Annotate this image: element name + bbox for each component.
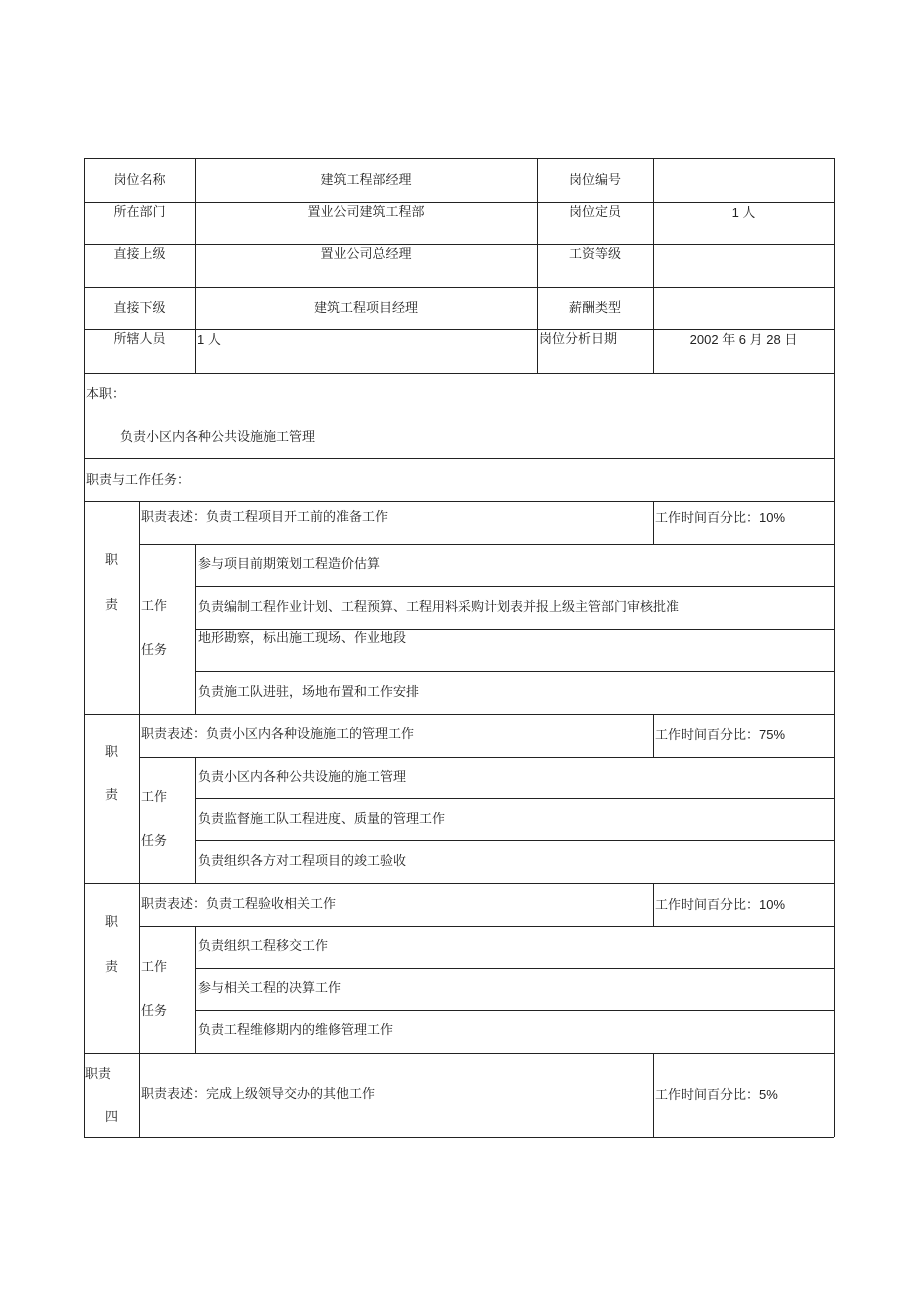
duty-1-time-label: 工作时间百分比： [655, 511, 760, 526]
duty-2-task-3: 负责组织各方对工程项目的竣工验收 [198, 854, 407, 869]
table-border [139, 501, 140, 1137]
managed-staff-value: 1 人 [197, 332, 221, 347]
duties-section-label: 职责与工作任务： [86, 473, 191, 488]
table-border [84, 158, 834, 159]
duty-4-statement: 职责表述：完成上级领导交办的其他工作 [141, 1087, 376, 1102]
table-border [139, 544, 834, 545]
superior-value: 置业公司总经理 [320, 247, 412, 262]
table-border [84, 202, 834, 203]
duty-4-char-2: 四 [104, 1110, 118, 1125]
duty-2-work-char-2: 任务 [141, 834, 168, 849]
duty-2-work-char-1: 工作 [141, 790, 168, 805]
table-border [195, 158, 196, 373]
duty-2-task-1: 负责小区内各种公共设施的施工管理 [198, 770, 407, 785]
table-border [84, 458, 834, 459]
duty-4-time-percentage [655, 1087, 778, 1104]
table-border [653, 1053, 654, 1137]
table-border [195, 798, 834, 799]
table-border [195, 757, 196, 883]
duty-1-task-2: 负责编制工程作业计划、工程预算、工程用料采购计划表并报上级主管部门审核批准 [198, 600, 680, 615]
duty-4-time-label: 工作时间百分比： [655, 1088, 760, 1103]
duty-1-task-4: 负责施工队进驻，场地布置和工作安排 [198, 685, 420, 700]
table-border [84, 883, 834, 884]
headcount-value: 1 人 [731, 205, 756, 220]
duty-2-statement: 职责表述：负责小区内各种设施施工的管理工作 [141, 727, 415, 742]
table-border [84, 501, 834, 502]
analysis-date-value: 2002 年 6 月 28 日 [689, 332, 798, 347]
duty-3-time-percentage [655, 897, 785, 914]
department-label: 所在部门 [113, 205, 166, 220]
duty-3-task-3: 负责工程维修期内的维修管理工作 [198, 1023, 394, 1038]
table-border [195, 1010, 834, 1011]
table-border [139, 926, 834, 927]
pay-type-label: 薪酬类型 [568, 301, 621, 316]
duty-2-time-percentage [655, 727, 785, 744]
duty-3-task-1: 负责组织工程移交工作 [198, 939, 329, 954]
duty-4-time-value: 5% [759, 1087, 778, 1102]
duty-1-char-2: 责 [104, 598, 118, 613]
table-border [84, 1053, 834, 1054]
table-border [195, 586, 834, 587]
department-value: 置业公司建筑工程部 [307, 205, 425, 220]
duty-1-char-1: 职 [104, 553, 118, 568]
table-border [84, 244, 834, 245]
duty-4-char-1: 职责 [85, 1067, 112, 1082]
table-border [195, 629, 834, 630]
duty-2-time-label: 工作时间百分比： [655, 728, 760, 743]
table-border [834, 158, 835, 1137]
duty-1-task-1: 参与项目前期策划工程造价估算 [198, 557, 381, 572]
table-border [84, 373, 834, 374]
position-no-label: 岗位编号 [568, 173, 621, 188]
headcount-label: 岗位定员 [568, 205, 621, 220]
duty-1-time-value: 10% [759, 510, 786, 525]
duty-2-char-2: 责 [104, 788, 118, 803]
duty-3-time-label: 工作时间百分比： [655, 898, 760, 913]
duty-2-char-1: 职 [104, 745, 118, 760]
subordinate-label: 直接下级 [113, 301, 166, 316]
superior-label: 直接上级 [113, 247, 166, 262]
duty-3-char-2: 责 [104, 960, 118, 975]
position-name-label: 岗位名称 [113, 173, 166, 188]
duty-3-char-1: 职 [104, 915, 118, 930]
table-border [84, 329, 834, 330]
duty-2-task-2: 负责监督施工队工程进度、质量的管理工作 [198, 812, 446, 827]
managed-staff-label: 所辖人员 [113, 332, 166, 347]
table-border [84, 1137, 834, 1138]
analysis-date-label: 岗位分析日期 [539, 332, 618, 347]
table-border [195, 926, 196, 1053]
position-name-value: 建筑工程部经理 [320, 173, 412, 188]
table-border [653, 883, 654, 926]
subordinate-value: 建筑工程项目经理 [313, 301, 418, 316]
table-border [84, 287, 834, 288]
core-duty-label: 本职： [86, 387, 126, 402]
table-border [139, 757, 834, 758]
duty-3-work-char-1: 工作 [141, 960, 168, 975]
duty-1-work-char-1: 工作 [141, 599, 168, 614]
duty-1-time-percentage [655, 510, 785, 527]
table-border [84, 714, 834, 715]
duty-3-work-char-2: 任务 [141, 1004, 168, 1019]
duty-1-task-3: 地形勘察，标出施工现场、作业地段 [198, 631, 407, 646]
table-border [195, 671, 834, 672]
table-border [653, 501, 654, 544]
table-border [537, 158, 538, 373]
table-border [195, 968, 834, 969]
duty-3-task-2: 参与相关工程的决算工作 [198, 981, 342, 996]
salary-grade-label: 工资等级 [568, 247, 621, 262]
duty-3-time-value: 10% [759, 897, 786, 912]
duty-3-statement: 职责表述：负责工程验收相关工作 [141, 897, 337, 912]
duty-1-work-char-2: 任务 [141, 643, 168, 658]
core-duty-text: 负责小区内各种公共设施施工管理 [120, 430, 316, 445]
duty-1-statement: 职责表述：负责工程项目开工前的准备工作 [141, 510, 389, 525]
duty-2-time-value: 75% [759, 727, 786, 742]
table-border [653, 714, 654, 757]
table-border [195, 840, 834, 841]
